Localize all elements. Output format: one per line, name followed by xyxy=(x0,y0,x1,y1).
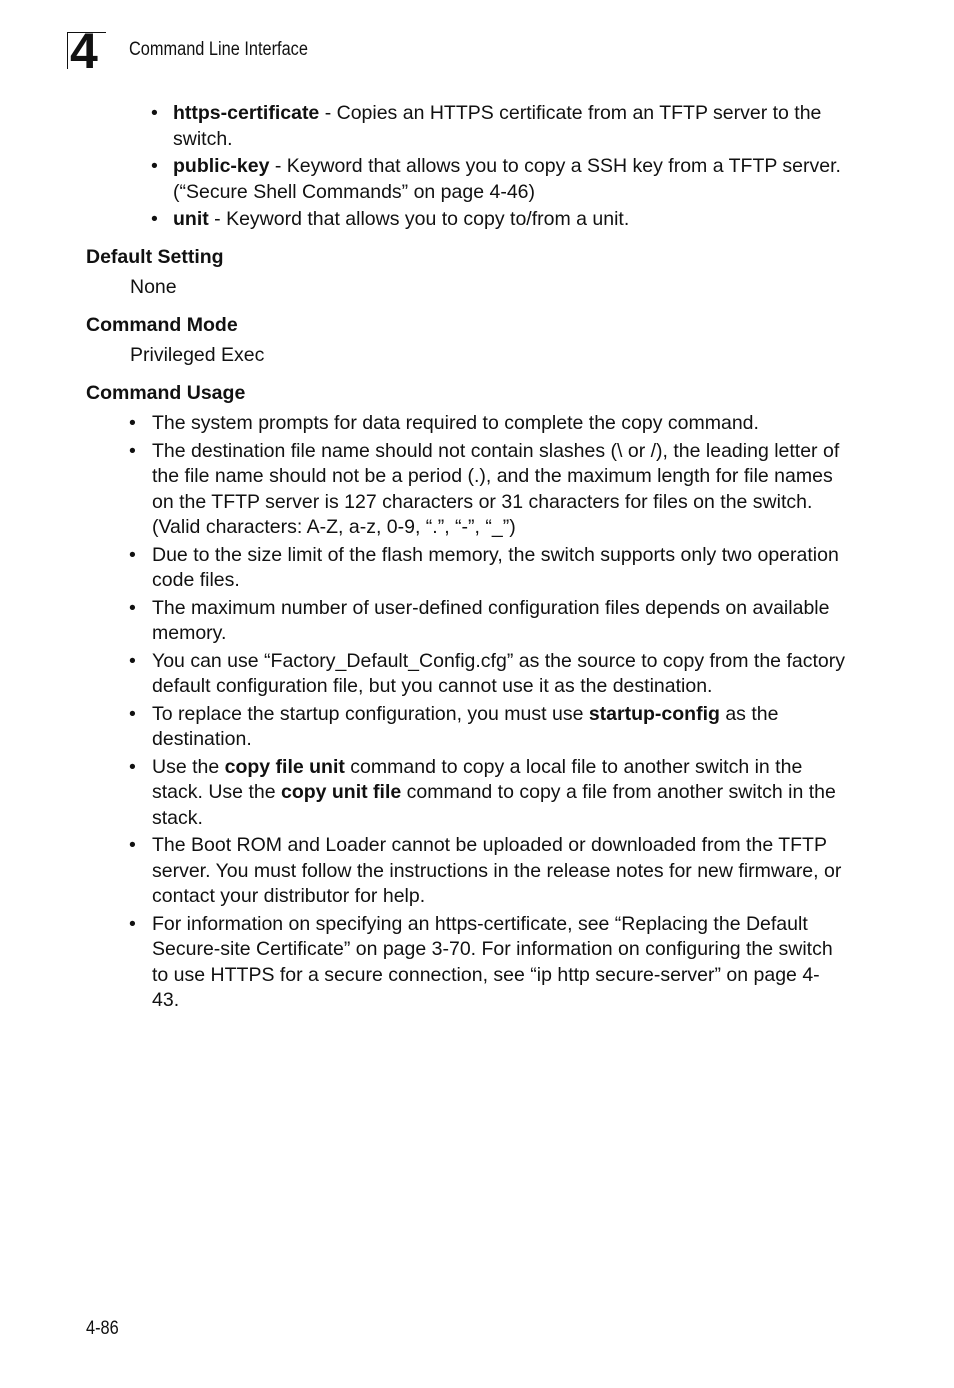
list-item xyxy=(86,702,846,753)
option-term: https-certificate xyxy=(173,102,320,124)
page-number: 4-86 xyxy=(86,1318,119,1339)
section-heading: Command Usage xyxy=(86,381,246,404)
list-item xyxy=(86,207,846,233)
option-list xyxy=(86,101,846,233)
option-term: public-key xyxy=(173,155,270,177)
usage-text: You can use “Factory_Default_Config.cfg” as the source to copy from the factory default configuration file, but you cannot use it as the destination. xyxy=(152,649,845,697)
option-term: unit xyxy=(173,208,209,230)
command-keyword: startup-config xyxy=(588,702,720,725)
option-text: - Keyword that allows you to copy a SSH key from a TFTP server. (“Secure Shell Commands” on page 4-46) xyxy=(173,155,841,203)
usage-text: command to copy a file from another switch in the stack. xyxy=(152,781,836,829)
option-text: - Keyword that allows you to copy to/from a unit. xyxy=(208,208,630,230)
default-setting-section xyxy=(86,245,846,301)
usage-text: The Boot ROM and Loader cannot be uploaded or downloaded from the TFTP server. You must follow the instructions in the release notes for new firmware, or contact your distributor for help. xyxy=(152,834,842,907)
usage-text: The system prompts for data required to complete the copy command. xyxy=(152,412,759,434)
usage-text: Use the xyxy=(152,755,225,778)
section-value: None xyxy=(130,276,177,298)
running-title: Command Line Interface xyxy=(129,39,308,60)
command-keyword: copy unit file xyxy=(280,781,402,803)
command-mode-section xyxy=(86,313,846,369)
page-content xyxy=(86,101,846,1016)
usage-text: To replace the startup configuration, you must use xyxy=(152,702,589,725)
usage-text: The destination file name should not contain slashes (\ or /), the leading letter of the file name should not be a period (.), and the maximum length for file names on the TFTP server is 127 characters or 31 characters for files on the switch. (Valid characters: A-Z, a-z, 0-9, “.”, “-”, “_”) xyxy=(152,439,840,538)
usage-text: For information on specifying an https-certificate, see “Replacing the Default Secure-site Certificate” on page 3-70. For information on configuring the switch to use HTTPS for a secure connection, see “ip http secure-server” on page 4-43. xyxy=(152,912,833,1011)
command-usage-section xyxy=(86,381,846,1014)
list-item xyxy=(86,912,846,1014)
list-item xyxy=(86,154,846,205)
command-keyword: copy file unit xyxy=(224,755,345,778)
section-heading: Default Setting xyxy=(86,245,224,268)
option-text: - Copies an HTTPS certificate from an TFTP server to the switch. xyxy=(173,102,822,150)
list-item xyxy=(86,649,846,700)
section-value: Privileged Exec xyxy=(130,344,265,366)
list-item xyxy=(86,439,846,541)
section-heading: Command Mode xyxy=(86,313,238,336)
list-item xyxy=(86,755,846,832)
list-item xyxy=(86,101,846,152)
usage-text: as the destination. xyxy=(152,702,779,750)
list-item xyxy=(86,411,846,437)
list-item xyxy=(86,596,846,647)
chapter-number: 4 xyxy=(70,23,97,79)
usage-text: command to copy a local file to another switch in the stack. Use the xyxy=(152,755,803,803)
list-item xyxy=(86,833,846,910)
usage-text: Due to the size limit of the flash memory, the switch supports only two operation code files. xyxy=(152,543,839,591)
usage-list xyxy=(86,411,846,1014)
list-item xyxy=(86,543,846,594)
usage-text: The maximum number of user-defined configuration files depends on available memory. xyxy=(152,596,830,644)
